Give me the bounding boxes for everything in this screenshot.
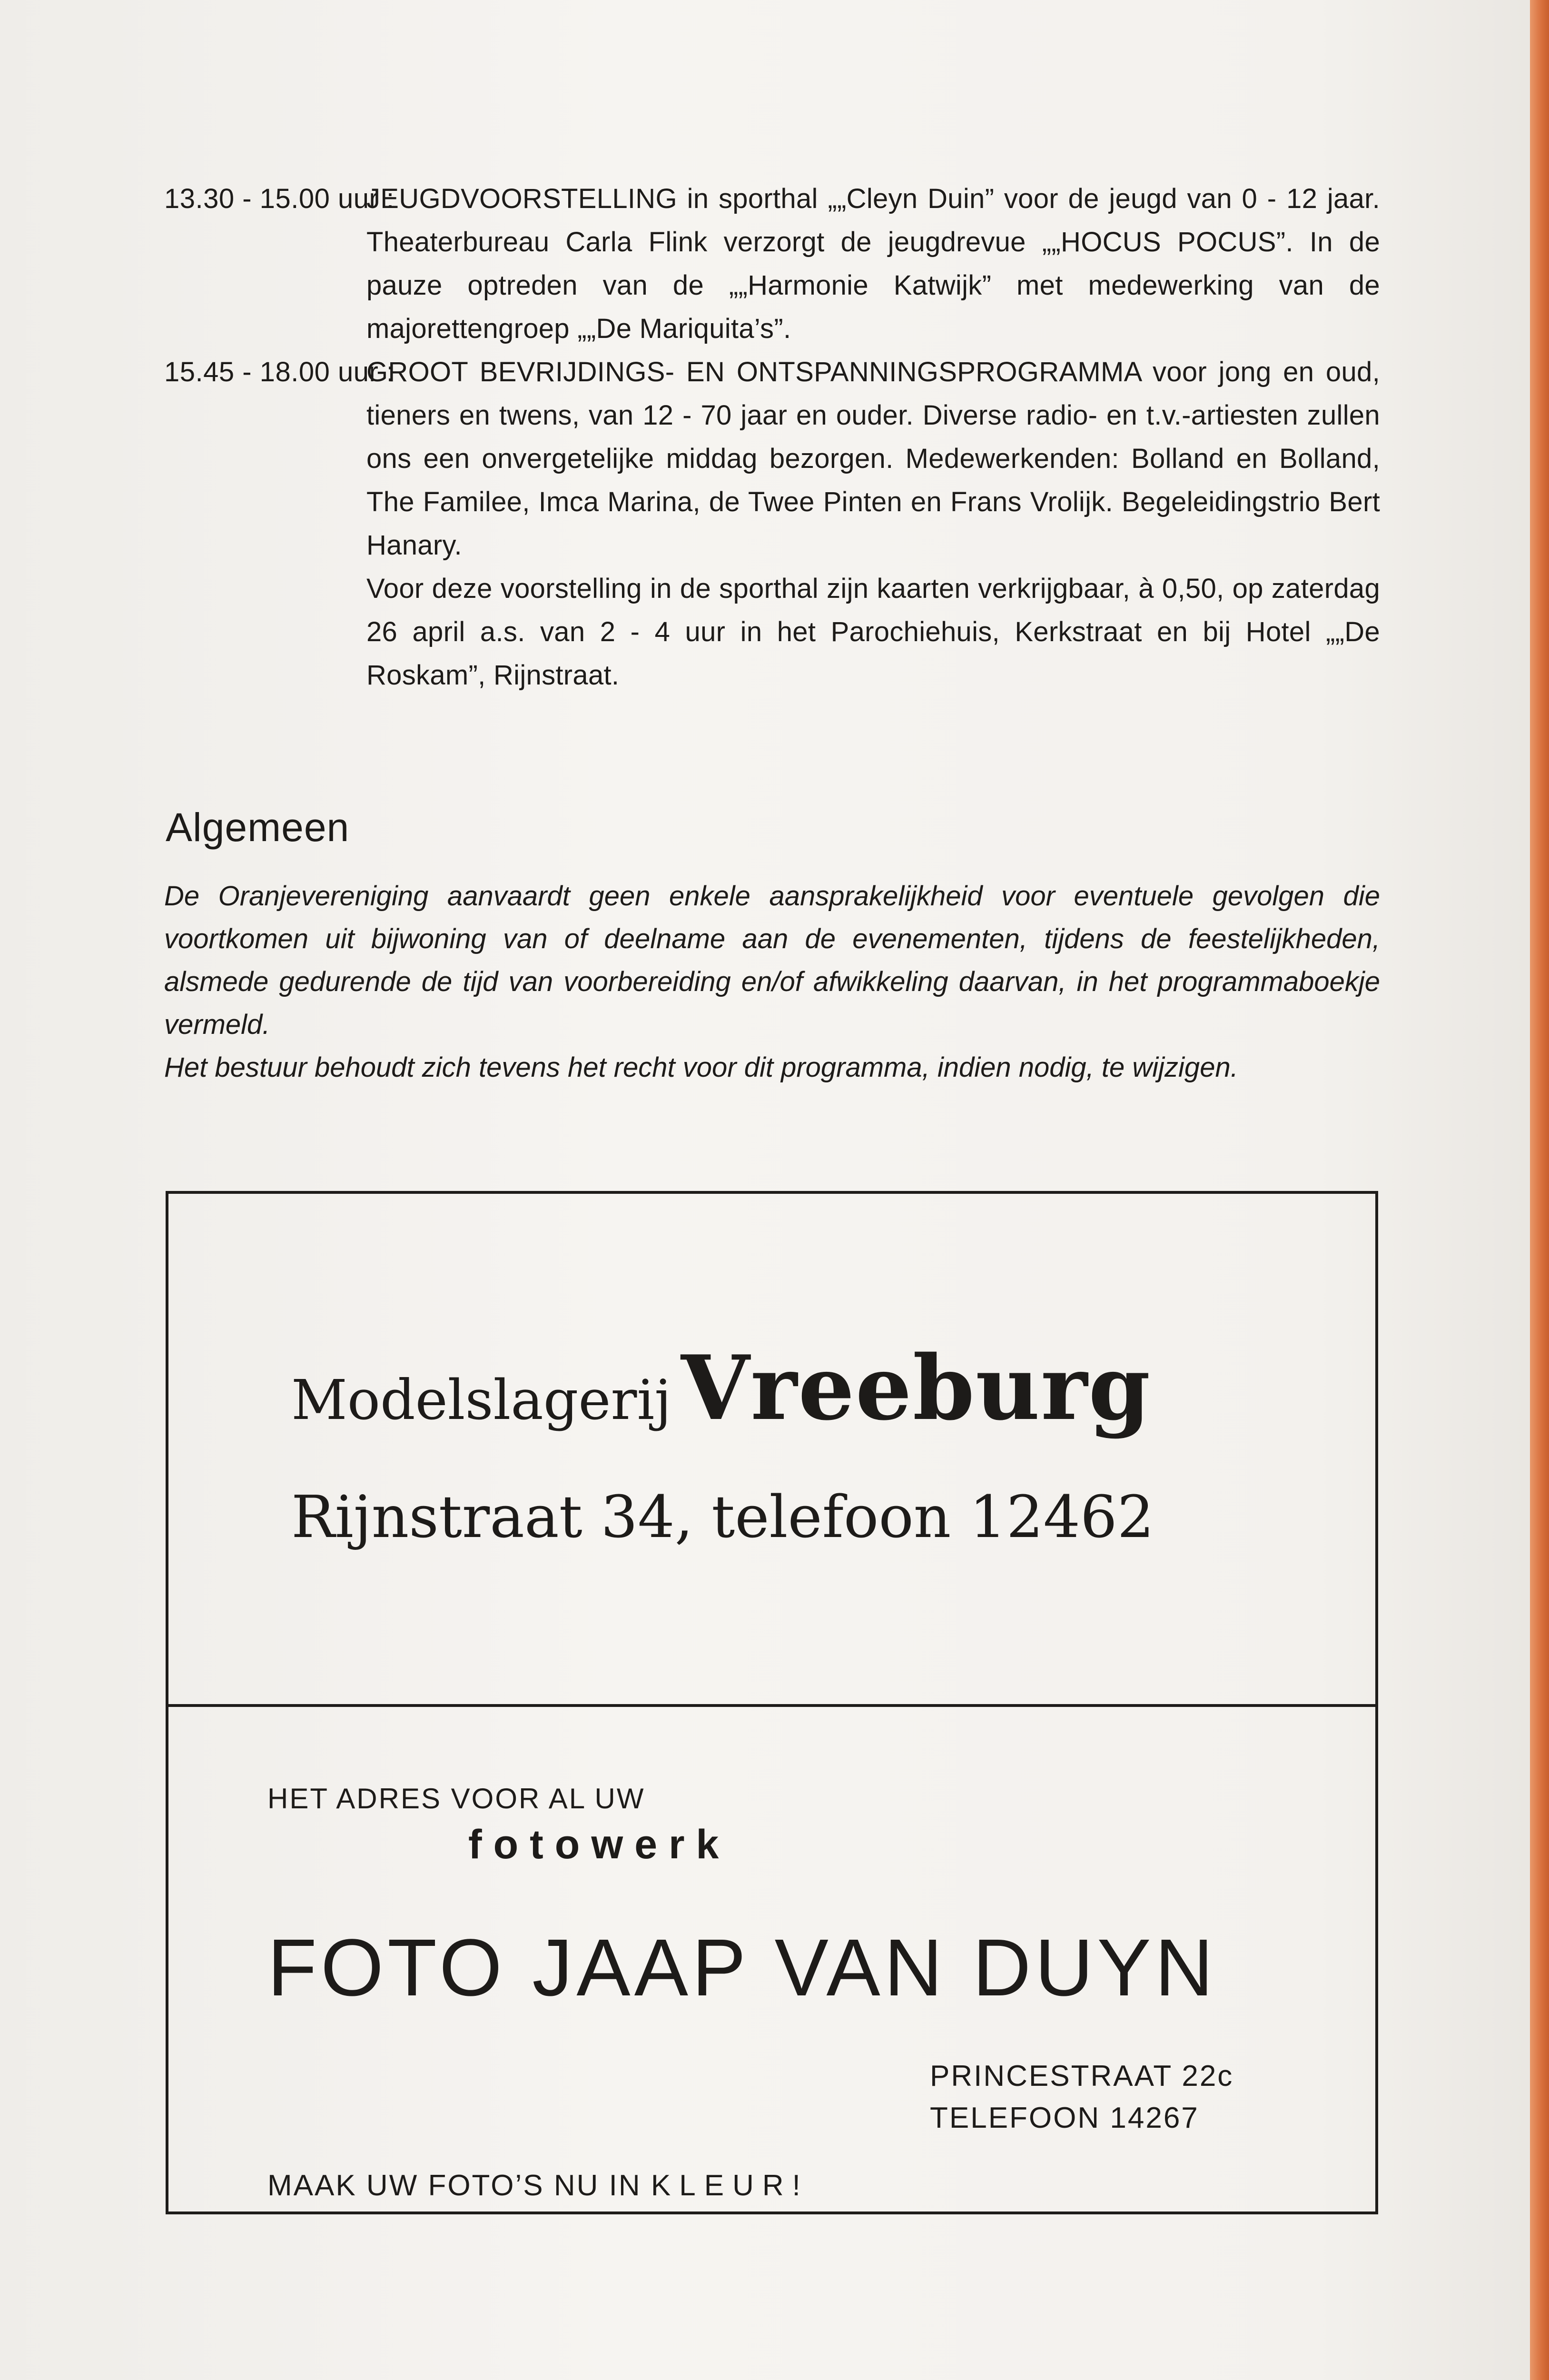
entry-description: GROOT BEVRIJDINGS- EN ONTSPANNINGSPROGRAMMA voor jong en oud, tieners en twens, van 12 - 70 jaar en ouder. Diverse radio- en t.v.-artiesten zullen ons een onvergetelijke middag bezorgen. Medewerkenden: Bolland en Bolland, The Familee, Imca Marina, de Twee Pinten en Frans Vrolijk. Begeleidingstrio Bert Hanary. xyxy=(366,357,1380,561)
entry-ticket-info: Voor deze voorstelling in de sporthal zijn kaarten verkrijgbaar, à 0,50, op zaterdag 26 april a.s. van 2 - 4 uur in het Parochiehuis, Kerkstraat en bij Hotel „„De Roskam”, Rijnstraat. xyxy=(366,573,1380,691)
advertisement-box xyxy=(166,1191,1378,2214)
ad-slagerij xyxy=(168,1194,1375,1704)
ad-foto-cta xyxy=(267,2169,809,2202)
entry-time: 15.45 - 18.00 uur : xyxy=(164,357,395,387)
ad-slagerij-prefix: Modelslagerij xyxy=(291,1368,671,1432)
ad-foto-name: FOTO JAAP VAN DUYN xyxy=(267,1923,1217,2013)
ad-foto-phone: TELEFOON 14267 xyxy=(930,2102,1199,2134)
ad-foto-service: fotowerk xyxy=(468,1822,730,1867)
ad-foto-street: PRINCESTRAAT 22c xyxy=(930,2060,1234,2092)
schedule-entry xyxy=(164,177,1380,350)
entry-time: 13.30 - 15.00 uur : xyxy=(164,183,395,214)
disclaimer-paragraph: De Oranjevereniging aanvaardt geen enkele aansprakelijkheid voor eventuele gevolgen die voortkomen uit bijwoning van of deelname aan de evenementen, tijdens de feestelijkheden, alsmede gedurende de tijd van voorbereiding en/of afwikkeling daarvan, in het programmaboekje vermeld. xyxy=(164,881,1380,1040)
ad-foto xyxy=(168,1707,1375,2211)
entry-description: JEUGDVOORSTELLING in sporthal „„Cleyn Duin” voor de jeugd van 0 - 12 jaar. Theaterbureau Carla Flink verzorgt de jeugdrevue „„HOCUS POCUS”. In de pauze optreden van de „„Harmonie Katwijk” met medewerking van de majorettengroep „„De Mariquita’s”. xyxy=(366,183,1380,344)
ad-foto-cta-word: KLEUR! xyxy=(651,2169,809,2202)
section-heading: Algemeen xyxy=(166,805,350,850)
ad-foto-tagline: HET ADRES VOOR AL UW xyxy=(267,1783,645,1815)
disclaimer-paragraph: Het bestuur behoudt zich tevens het recht voor dit programma, indien nodig, te wijzigen. xyxy=(164,1052,1238,1083)
ad-slagerij-brand: Vreeburg xyxy=(681,1336,1152,1440)
schedule-entry xyxy=(164,350,1380,697)
ad-foto-cta-prefix: MAAK UW FOTO’S NU IN xyxy=(267,2169,641,2202)
ad-slagerij-address: Rijnstraat 34, telefoon 12462 xyxy=(291,1483,1154,1551)
program-schedule xyxy=(164,177,1380,697)
disclaimer xyxy=(164,875,1380,1089)
orange-cover-edge xyxy=(1530,0,1549,2380)
